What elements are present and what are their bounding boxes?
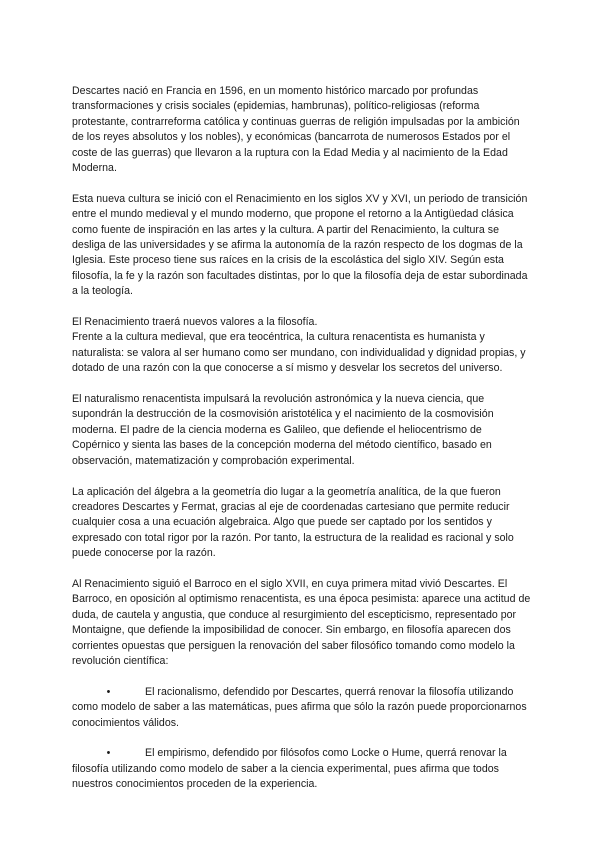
bullet-marker: • — [106, 685, 111, 698]
paragraph-naturalism: El naturalismo renacentista impulsará la revolución astronómica y la nueva ciencia, que supondrán la destrucción de la cosmovisión aristotélica y el nacimiento de la cosmovisión moderna. El padre de la ciencia moderna es Galileo, que defiende el heliocentrismo de Copérnico y sienta las bases de la concepción moderna del método científico, basado en observación, matematización y comprobación experimental. — [72, 393, 494, 467]
bullet-item-rationalism — [72, 685, 532, 731]
bullet-text: El empirismo, defendido por filósofos como Locke o Hume, querrá renovar la filosofía utilizando como modelo de saber a la ciencia experimental, pues afirma que todos nuestros conocimientos proceden de la experiencia. — [72, 747, 507, 791]
bullet-item-empiricism — [72, 746, 532, 792]
bullet-text: El racionalismo, defendido por Descartes, querrá renovar la filosofía utilizando como modelo de saber a las matemáticas, pues afirma que sólo la razón puede proporcionarnos conocimientos válidos. — [72, 685, 527, 729]
paragraph-renaissance: Esta nueva cultura se inició con el Renacimiento en los siglos XV y XVI, un periodo de transición entre el mundo medieval y el mundo moderno, que propone el retorno a la Antigüedad clásica como fuente de inspiración en las artes y la cultura. A partir del Renacimiento, la cultura se desliga de las universidades y se afirma la autonomía de la razón respecto de los dogmas de la Iglesia. Este proceso tiene sus raíces en la crisis de la escolástica del siglo XIV. Según esta filosofía, la fe y la razón son facultades distintas, por lo que la filosofía deja de estar subordinada a la teología. — [72, 192, 528, 298]
paragraph-birth-context: Descartes nació en Francia en 1596, en un momento histórico marcado por profundas transformaciones y crisis sociales (epidemias, hambrunas), político-religiosas (reforma protestante, contrarreforma católica y continuas guerras de religión impulsadas por la ambición de los reyes absolutos y los nobles), y económicas (bancarrota de numerosos Estados por el coste de las guerras) que llevaron a la ruptura con la Edad Media y al nacimiento de la Edad Moderna. — [72, 85, 520, 175]
paragraph-baroque: Al Renacimiento siguió el Barroco en el siglo XVII, en cuya primera mitad vivió Descartes. El Barroco, en oposición al optimismo renacentista, es una época pesimista: aparece una actitud de duda, de cautela y angustia, que conduce al resurgimiento del escepticismo, representado por Montaigne, que defiende la imposibilidad de conocer. Sin embargo, en filosofía aparecen dos corrientes opuestas que persiguen la renovación del saber filosófico tomando como modelo la revolución científica: — [72, 577, 531, 667]
document-body — [72, 84, 532, 808]
paragraph-analytic-geometry: La aplicación del álgebra a la geometría dio lugar a la geometría analítica, de la que fueron creadores Descartes y Fermat, gracias al eje de coordenadas cartesiano que permite reducir cualquier cosa a una ecuación algebraica. Algo que puede ser captado por los sentidos y expresado con total rigor por la razón. Por tanto, la estructura de la realidad es racional y solo puede conocerse por la razón. — [72, 485, 514, 560]
bullet-marker: • — [106, 747, 111, 760]
paragraph-humanism: Frente a la cultura medieval, que era teocéntrica, la cultura renacentista es humanista y naturalista: se valora al ser humano como ser mundano, con individualidad y dignidad propias, y dotado de una razón con la que conocerse a sí mismo y desvelar los secretos del universo. — [72, 331, 526, 375]
paragraph-new-values: El Renacimiento traerá nuevos valores a la filosofía. — [72, 316, 318, 329]
